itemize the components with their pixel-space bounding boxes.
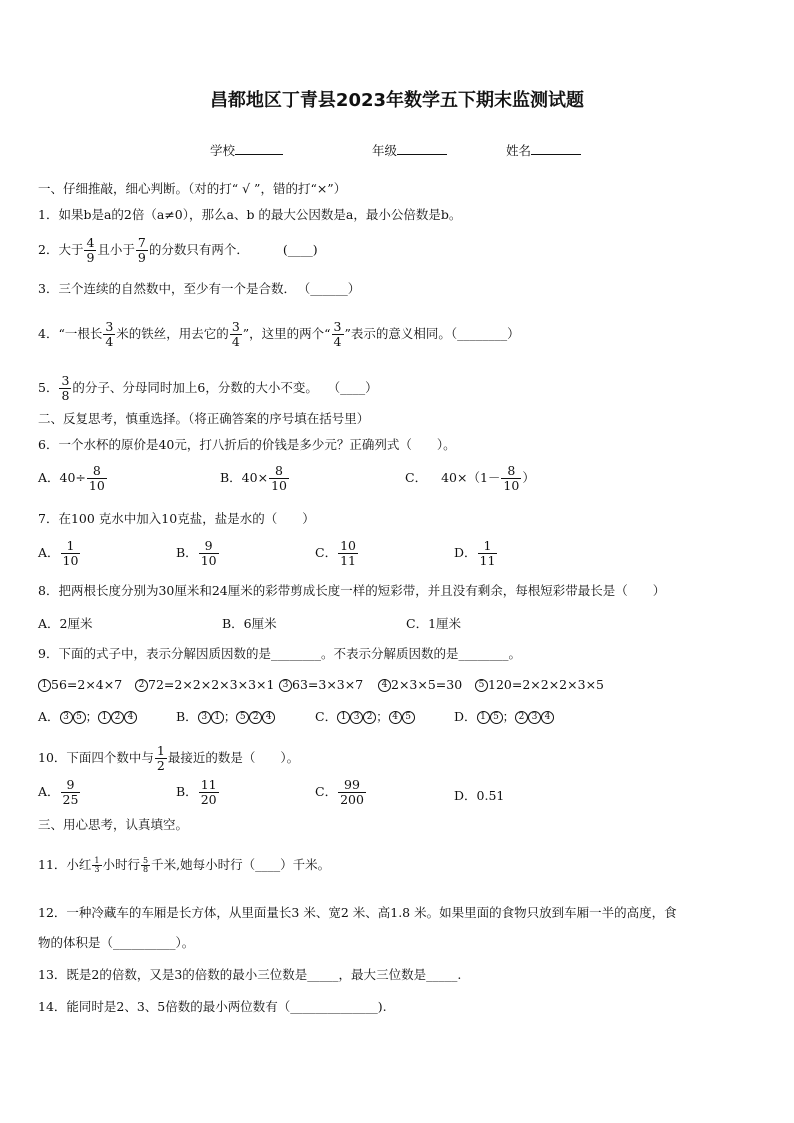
q6-a-label: A．40÷ <box>38 470 86 485</box>
q7-d-label: D． <box>454 545 477 560</box>
q4-f3-num: 3 <box>333 319 342 334</box>
grade-blank[interactable] <box>397 142 447 155</box>
q9-d-circle: 4 <box>541 711 554 724</box>
q2-f2-den: 9 <box>137 250 146 265</box>
q11-fraction-1 <box>92 857 101 874</box>
q7-b-fraction <box>199 539 219 568</box>
q9-b-circle: 1 <box>211 711 224 724</box>
q4-f2-num: 3 <box>231 319 240 334</box>
q7-option-d[interactable] <box>454 539 498 568</box>
q7-c-label: C． <box>315 545 338 560</box>
q6-a-fraction <box>87 464 107 493</box>
q10-option-b[interactable] <box>176 778 220 807</box>
q2-text-b: 且小于 <box>97 242 135 257</box>
q4-f3-den: 4 <box>333 334 342 349</box>
q1-text: 1．如果b是a的2倍（a≠0），那么a、b 的最大公因数是a，最小公倍数是b。 <box>38 207 462 222</box>
q9-c-label: C． <box>315 709 338 724</box>
grade-label: 年级 <box>372 143 398 158</box>
name-blank[interactable] <box>531 142 581 155</box>
q7-a-label: A． <box>38 545 60 560</box>
question-5 <box>38 374 378 403</box>
q11-text-a: 11．小红 <box>38 857 92 872</box>
question-3 <box>38 281 360 297</box>
q11-fraction-2 <box>141 857 150 874</box>
q2-fraction-2 <box>136 236 148 265</box>
q9-a-circle: 3 <box>60 711 73 724</box>
q10-option-a[interactable] <box>38 778 81 807</box>
q10-d-value: 0.51 <box>476 788 505 803</box>
question-13[interactable]: 13．既是2的倍数，又是3的倍数的最小三位数是_____，最大三位数是_____. <box>38 967 462 982</box>
q8-option-a[interactable]: A．2厘米 <box>38 616 93 631</box>
q10-c-den: 200 <box>340 792 364 807</box>
q4-f2-den: 4 <box>231 334 240 349</box>
q9-c-circle: 5 <box>402 711 415 724</box>
q9-c-circle: 1 <box>337 711 350 724</box>
q3-answer-blank[interactable]: （______） <box>303 281 361 296</box>
q10-d-label: D． <box>454 788 477 803</box>
q2-answer-blank[interactable]: (____) <box>282 242 318 257</box>
question-2 <box>38 236 318 265</box>
q8-option-c[interactable]: C．1厘米 <box>406 616 462 631</box>
question-7: 7．在100 克水中加入10克盐，盐是水的（ ） <box>38 511 315 526</box>
q4-f1-den: 4 <box>105 334 114 349</box>
question-8: 8．把两根长度分别为30厘米和24厘米的彩带剪成长度一样的短彩带，并且没有剩余，每根短彩带最长是（ ） <box>38 583 666 598</box>
q6-c-pre: 40×（1－ <box>441 470 501 485</box>
q9-option-d[interactable]: D． 1 5 ； 2 3 4 <box>454 707 554 725</box>
q9-c-circle: 3 <box>350 711 363 724</box>
q9-expr-3-text: 63=3×3×7 <box>292 677 364 692</box>
q11-f2-num: 5 <box>143 856 149 865</box>
q6-b-num: 8 <box>269 464 289 479</box>
q9-option-c[interactable]: C． 1 3 2 ； 4 5 <box>315 707 415 725</box>
q2-f1-num: 4 <box>86 235 95 250</box>
question-1 <box>38 207 461 223</box>
q10-f-den: 2 <box>156 758 165 773</box>
q9-b-circle: 2 <box>249 711 262 724</box>
q6-b-label: B．40× <box>220 470 269 485</box>
school-field <box>210 142 283 159</box>
q7-a-fraction <box>61 539 81 568</box>
q10-option-c[interactable] <box>315 778 367 807</box>
q9-expr-2-text: 72=2×2×2×3×3×1 <box>148 677 275 692</box>
q9-b-circle: 5 <box>236 711 249 724</box>
q9-b-label: B． <box>176 709 198 724</box>
q9-expr-4 <box>378 677 462 692</box>
q10-text-a: 10．下面四个数中与 <box>38 750 154 765</box>
grade-field <box>372 142 447 159</box>
q2-text-a: 2．大于 <box>38 242 84 257</box>
question-10 <box>38 744 299 773</box>
q2-fraction-1 <box>84 236 96 265</box>
question-12-line-1: 12．一种冷藏车的车厢是长方体，从里面量长3 米、宽2 米、高1.8 米。如果里面的食物只放到车厢一半的高度，食 <box>38 905 677 920</box>
q2-f2-num: 7 <box>137 235 146 250</box>
q9-d-circle: 5 <box>490 711 503 724</box>
q9-expr-4-text: 2×3×5=30 <box>391 677 463 692</box>
question-12-line-2[interactable]: 物的体积是（__________）。 <box>38 935 195 950</box>
q10-c-num: 99 <box>338 778 366 793</box>
q10-a-fraction <box>61 778 81 807</box>
q6-c-num: 8 <box>501 464 521 479</box>
q4-text-b: 米的铁丝，用去它的 <box>116 326 229 341</box>
q10-option-d[interactable] <box>454 786 504 804</box>
q7-c-num: 10 <box>340 538 356 553</box>
q11-text-b: 小时行 <box>102 857 141 872</box>
q7-option-a[interactable] <box>38 539 81 568</box>
q6-c-den: 10 <box>503 478 520 493</box>
q10-b-label: B． <box>176 784 198 799</box>
q9-option-a[interactable]: A． 3 5 ； 1 2 4 <box>38 707 137 725</box>
q9-c-circle: 2 <box>363 711 376 724</box>
q7-c-den: 11 <box>340 553 356 568</box>
q9-circle-2: 2 <box>135 679 148 692</box>
section-3-heading: 三、用心思考，认真填空。 <box>38 817 189 832</box>
q7-c-fraction <box>338 539 358 568</box>
q10-text-b: 最接近的数是（ ）。 <box>167 750 300 765</box>
q9-d-circle: 2 <box>515 711 528 724</box>
question-11 <box>38 857 330 874</box>
q10-c-label: C． <box>315 784 338 799</box>
q6-b-den: 10 <box>271 478 287 493</box>
q5-f-num: 3 <box>61 373 70 388</box>
q11-f2-den: 8 <box>143 865 149 874</box>
q10-a-den: 25 <box>62 792 79 807</box>
q7-d-den: 11 <box>479 553 496 568</box>
q9-a-circle: 4 <box>124 711 137 724</box>
q6-option-c[interactable] <box>405 464 535 493</box>
q4-fraction-1 <box>103 320 115 349</box>
q7-d-num: 1 <box>478 539 498 554</box>
name-label: 姓名 <box>506 143 532 158</box>
q7-b-den: 10 <box>200 553 217 568</box>
q9-d-label: D． <box>454 709 477 724</box>
q9-a-circle: 5 <box>73 711 86 724</box>
q5-text-b: 的分子、分母同时加上6，分数的大小不变。 <box>72 380 318 395</box>
q7-d-fraction <box>478 539 498 568</box>
q9-d-circle: 1 <box>477 711 490 724</box>
q6-c-post: ） <box>522 470 535 485</box>
section-1-heading: 一、仔细推敲，细心判断。（对的打“ √ ”，错的打“×”） <box>38 181 347 196</box>
q8-option-b[interactable]: B．6厘米 <box>222 616 277 631</box>
q2-text-c: 的分数只有两个． <box>148 242 249 257</box>
q6-c-fraction <box>501 464 521 493</box>
q6-b-fraction <box>269 464 289 493</box>
q7-option-c[interactable] <box>315 539 359 568</box>
q10-f-num: 1 <box>156 743 165 758</box>
q4-f1-num: 3 <box>105 319 114 334</box>
q9-b-circle: 3 <box>198 711 211 724</box>
q7-a-den: 10 <box>62 553 79 568</box>
q4-fraction-3 <box>332 320 344 349</box>
school-blank[interactable] <box>235 142 283 155</box>
q5-answer-blank[interactable]: （____） <box>333 380 378 395</box>
question-14[interactable]: 14．能同时是2、3、5倍数的最小两位数有（______________). <box>38 999 387 1014</box>
q4-fraction-2 <box>230 320 242 349</box>
q10-b-num: 11 <box>200 777 217 792</box>
q2-f1-den: 9 <box>86 250 95 265</box>
q3-text: 3．三个连续的自然数中，至少有一个是合数． <box>38 281 296 296</box>
q5-f-den: 8 <box>61 388 70 403</box>
q9-a-circle: 1 <box>98 711 111 724</box>
q10-a-num: 9 <box>61 778 81 793</box>
q7-a-num: 1 <box>61 539 81 554</box>
q6-option-b[interactable] <box>220 464 290 493</box>
q11-f1-num: 1 <box>94 856 100 865</box>
q5-text-a: 5． <box>38 380 59 395</box>
q5-fraction <box>59 374 71 403</box>
q9-option-b[interactable]: B． 3 1 ； 5 2 4 <box>176 707 275 725</box>
name-field <box>506 142 581 159</box>
q10-a-label: A． <box>38 784 60 799</box>
q9-expr-5-text: 120=2×2×2×3×5 <box>488 677 604 692</box>
page-title: 昌都地区丁青县2023年数学五下期末监测试题 <box>209 90 585 111</box>
section-2-heading: 二、反复思考，慎重选择。（将正确答案的序号填在括号里） <box>38 411 370 426</box>
school-label: 学校 <box>210 143 236 158</box>
q9-expr-1 <box>38 677 122 692</box>
q4-text-d[interactable]: ”表示的意义相同。（________） <box>344 326 520 341</box>
q11-text-c[interactable]: 千米,她每小时行（____）千米。 <box>151 857 331 872</box>
q9-a-circle: 2 <box>111 711 124 724</box>
q7-b-num: 9 <box>199 539 219 554</box>
q4-text-c: ”，这里的两个“ <box>242 326 331 341</box>
q9-d-circle: 3 <box>528 711 541 724</box>
q9-circle-4: 4 <box>378 679 391 692</box>
q9-expr-5 <box>475 677 604 692</box>
q9-expr-3 <box>279 677 363 692</box>
q10-b-fraction <box>199 778 219 807</box>
q9-c-circle: 4 <box>389 711 402 724</box>
question-4 <box>38 320 520 349</box>
q9-circle-3: 3 <box>279 679 292 692</box>
q7-b-label: B． <box>176 545 198 560</box>
q9-expr-1-text: 56=2×4×7 <box>51 677 123 692</box>
q9-circle-1: 1 <box>38 679 51 692</box>
q9-b-circle: 4 <box>262 711 275 724</box>
q6-c-label: C． <box>405 470 428 485</box>
q6-option-a[interactable] <box>38 464 108 493</box>
question-9: 9．下面的式子中，表示分解因质因数的是________。不表示分解质因数的是________。 <box>38 646 521 661</box>
q7-option-b[interactable] <box>176 539 220 568</box>
q10-b-den: 20 <box>200 792 217 807</box>
q10-fraction <box>155 744 167 773</box>
question-6: 6．一个水杯的原价是40元，打八折后的价钱是多少元？正确列式（ ）。 <box>38 437 456 452</box>
q6-a-num: 8 <box>87 464 107 479</box>
q6-a-den: 10 <box>88 478 105 493</box>
q4-text-a: 4．“一根长 <box>38 326 103 341</box>
q9-circle-5: 5 <box>475 679 488 692</box>
q11-f1-den: 3 <box>94 865 100 874</box>
q9-expr-2 <box>135 677 274 692</box>
q9-a-label: A． <box>38 709 60 724</box>
q10-c-fraction <box>338 778 366 807</box>
